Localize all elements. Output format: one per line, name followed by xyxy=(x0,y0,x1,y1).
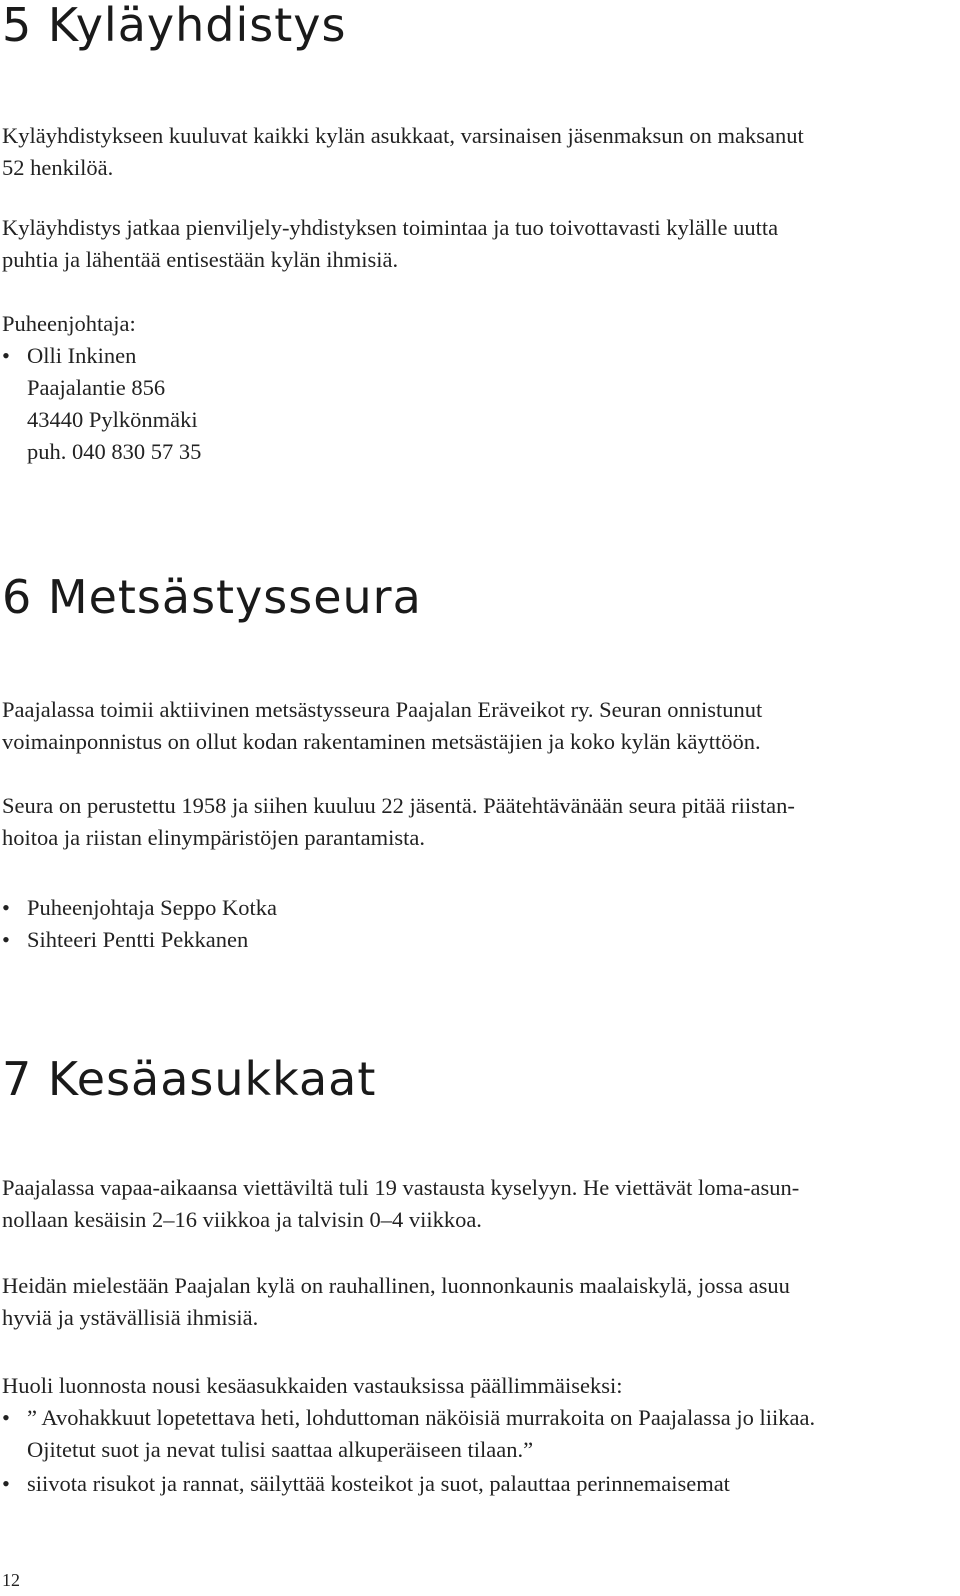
s7-bullet1-line1: ” Avohakkuut lopetettava heti, lohduttoman näköisiä murrakoita on Paajalassa jo liikaa. xyxy=(27,1405,816,1430)
s7-bullet1-line2: Ojitetut suot ja nevat tulisi saattaa alkuperäiseen tilaan.” xyxy=(27,1437,534,1462)
list-item: Puheenjohtaja Seppo Kotka xyxy=(27,895,277,920)
s5-p1-line1: Kyläyhdistykseen kuuluvat kaikki kylän asukkaat, varsinaisen jäsenmaksun on maksanut xyxy=(2,123,804,148)
section-7-heading: 7 Kesäasukkaat xyxy=(2,1052,377,1106)
s6-p1-line1: Paajalassa toimii aktiivinen metsästysseura Paajalan Eräveikot ry. Seuran onnistunut xyxy=(2,697,763,722)
contact-postal: 43440 Pylkönmäki xyxy=(27,407,198,432)
contact-name: Olli Inkinen xyxy=(27,343,137,368)
bullet-icon: • xyxy=(2,927,10,952)
contact-phone: puh. 040 830 57 35 xyxy=(27,439,202,464)
s7-p1-line1: Paajalassa vapaa-aikaansa viettäviltä tuli 19 vastausta kyselyyn. He viettävät loma-asun- xyxy=(2,1175,800,1200)
list-item: Sihteeri Pentti Pekkanen xyxy=(27,927,249,952)
s7-p3: Huoli luonnosta nousi kesäasukkaiden vastauksissa päällimmäiseksi: xyxy=(2,1373,623,1398)
s7-p2-line1: Heidän mielestään Paajalan kylä on rauhallinen, luonnonkaunis maalaiskylä, jossa asuu xyxy=(2,1273,790,1298)
chair-label: Puheenjohtaja: xyxy=(2,311,136,336)
page-number: 12 xyxy=(2,1570,20,1590)
contact-street: Paajalantie 856 xyxy=(27,375,166,400)
s5-p1-line2: 52 henkilöä. xyxy=(2,155,114,180)
s7-p2-line2: hyviä ja ystävällisiä ihmisiä. xyxy=(2,1305,259,1330)
bullet-icon: • xyxy=(2,1471,10,1496)
s5-p2-line2: puhtia ja lähentää entisestään kylän ihmisiä. xyxy=(2,247,399,272)
bullet-icon: • xyxy=(2,1405,10,1430)
section-6-heading: 6 Metsästysseura xyxy=(2,570,422,624)
s6-p1-line2: voimainponnistus on ollut kodan rakentaminen metsästäjien ja koko kylän käyttöön. xyxy=(2,729,761,754)
s5-p2-line1: Kyläyhdistys jatkaa pienviljely-yhdistyksen toimintaa ja tuo toivottavasti kylälle uutta xyxy=(2,215,779,240)
s6-p2-line1: Seura on perustettu 1958 ja siihen kuuluu 22 jäsentä. Päätehtävänään seura pitää riistan- xyxy=(2,793,795,818)
s7-p1-line2: nollaan kesäisin 2–16 viikkoa ja talvisin 0–4 viikkoa. xyxy=(2,1207,482,1232)
bullet-icon: • xyxy=(2,895,10,920)
s7-bullet2: siivota risukot ja rannat, säilyttää kosteikot ja suot, palauttaa perinnemaisemat xyxy=(27,1471,730,1496)
bullet-icon: • xyxy=(2,343,10,368)
s6-p2-line2: hoitoa ja riistan elinympäristöjen parantamista. xyxy=(2,825,426,850)
section-5-heading: 5 Kyläyhdistys xyxy=(2,0,347,52)
